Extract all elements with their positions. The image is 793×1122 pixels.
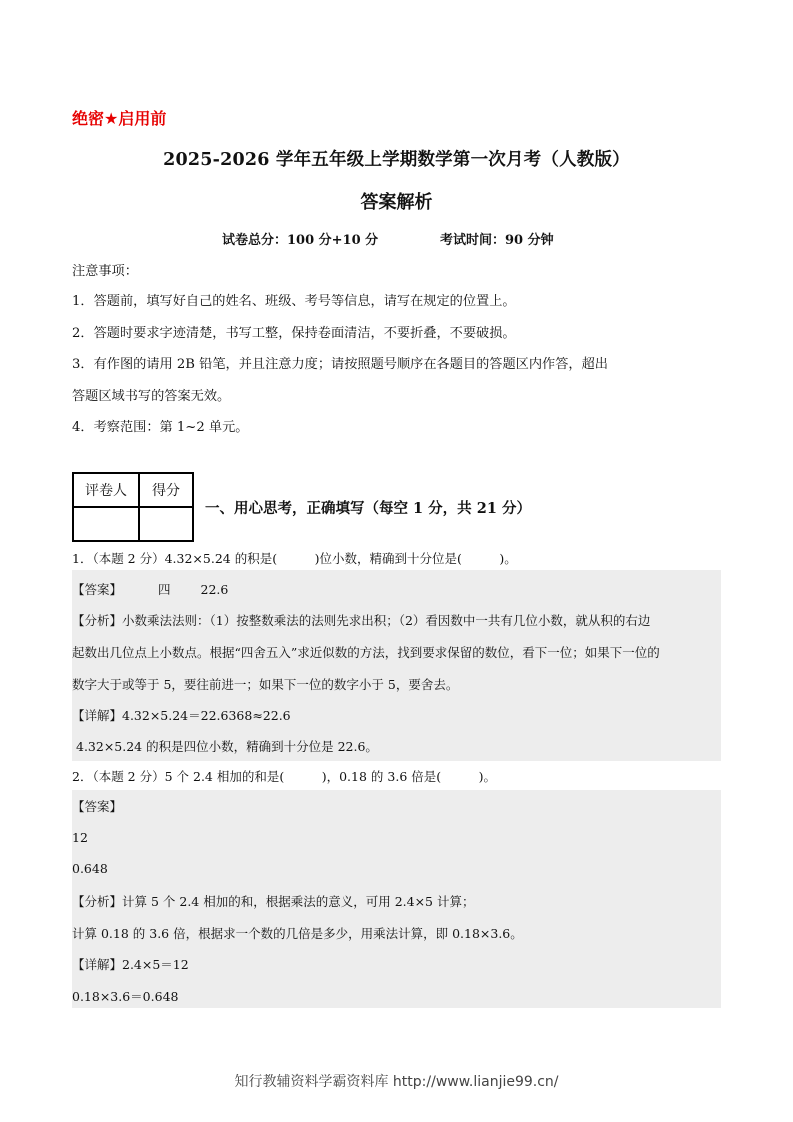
exam-time: 考试时间：90 分钟 bbox=[440, 233, 554, 248]
confidential-mark: 绝密★启用前 bbox=[72, 109, 167, 128]
note-item-3-line-2: 答题区域书写的答案无效。 bbox=[72, 389, 231, 404]
document-title: 2025-2026 学年五年级上学期数学第一次月考（人教版） bbox=[163, 150, 630, 170]
total-score: 试卷总分：100 分+10 分 bbox=[222, 233, 379, 248]
q2-answer-value-1: 12 bbox=[72, 830, 88, 845]
question-2: 2．（本题 2 分）5 个 2.4 相加的和是( )，0.18 的 3.6 倍是( )。 bbox=[72, 769, 496, 784]
q1-detail-line-2: 4.32×5.24 的积是四位小数，精确到十分位是 22.6。 bbox=[76, 739, 378, 754]
footer-watermark: 知行教辅资料学霸资料库 http://www.lianjie99.cn/ bbox=[234, 1074, 559, 1090]
section-title: 一、用心思考，正确填写（每空 1 分，共 21 分） bbox=[205, 500, 531, 517]
score-table bbox=[72, 472, 194, 542]
q1-answer-line bbox=[72, 580, 228, 598]
q1-answer-label: 【答案】 bbox=[72, 582, 123, 597]
note-item-2: 2．答题时要求字迹清楚，书写工整，保持卷面清洁，不要折叠，不要破损。 bbox=[72, 326, 516, 341]
notes-heading: 注意事项： bbox=[72, 264, 138, 279]
q2-analysis-line-1: 【分析】计算 5 个 2.4 相加的和，根据乘法的意义，可用 2.4×5 计算； bbox=[72, 894, 475, 909]
q2-answer-label: 【答案】 bbox=[72, 799, 123, 814]
q2-detail-line-2: 0.18×3.6＝0.648 bbox=[72, 989, 179, 1004]
q1-detail-line-1: 【详解】4.32×5.24＝22.6368≈22.6 bbox=[72, 708, 291, 723]
q1-analysis-line-2: 起数出几位点上小数点。根据“四舍五入”求近似数的方法，找到要求保留的数位，看下一位；如果下一位的 bbox=[72, 645, 660, 660]
score-cell bbox=[139, 507, 193, 541]
note-item-1: 1．答题前，填写好自己的姓名、班级、考号等信息，请写在规定的位置上。 bbox=[72, 294, 516, 309]
q2-analysis-line-2: 计算 0.18 的 3.6 倍，根据求一个数的几倍是多少，用乘法计算，即 0.18×3.6。 bbox=[72, 926, 523, 941]
grader-cell bbox=[73, 507, 139, 541]
q1-analysis-line-1: 【分析】小数乘法法则：（1）按整数乘法的法则先求出积；（2）看因数中一共有几位小数，就从积的右边 bbox=[72, 613, 651, 628]
document-subtitle: 答案解析 bbox=[360, 192, 433, 213]
score-header: 得分 bbox=[139, 473, 193, 507]
q2-answer-value-2: 0.648 bbox=[72, 861, 108, 876]
q1-answer-value-2: 22.6 bbox=[200, 582, 229, 597]
question-1: 1．（本题 2 分）4.32×5.24 的积是( )位小数，精确到十分位是( )。 bbox=[72, 551, 517, 566]
q1-answer-value-1: 四 bbox=[158, 582, 171, 597]
grader-header: 评卷人 bbox=[73, 473, 139, 507]
answer-block-1 bbox=[72, 570, 721, 761]
note-item-4: 4．考察范围：第 1~2 单元。 bbox=[72, 420, 249, 435]
q2-detail-line-1: 【详解】2.4×5＝12 bbox=[72, 957, 189, 972]
q1-analysis-line-3: 数字大于或等于 5，要往前进一；如果下一位的数字小于 5，要舍去。 bbox=[72, 677, 459, 692]
note-item-3-line-1: 3．有作图的请用 2B 铅笔，并且注意力度；请按照题号顺序在各题目的答题区内作答，超出 bbox=[72, 357, 608, 372]
